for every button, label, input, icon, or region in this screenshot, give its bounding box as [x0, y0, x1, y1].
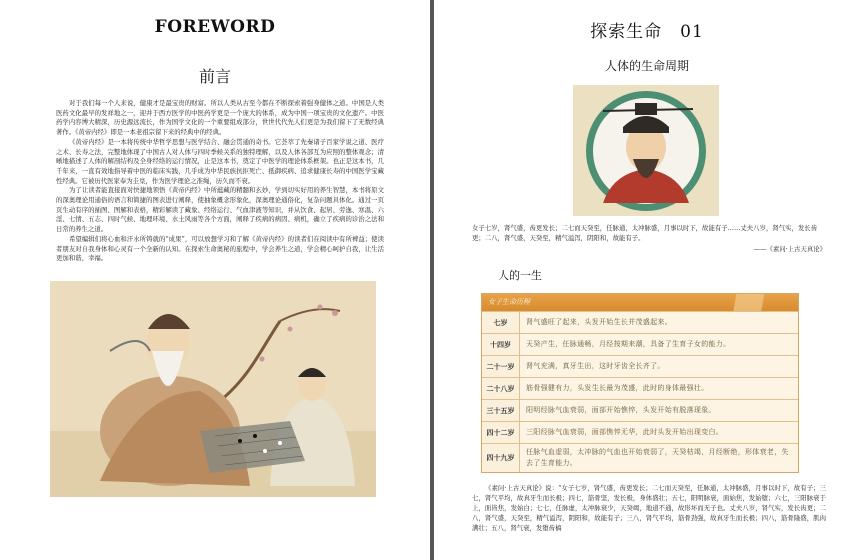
description-cell: 三阳经脉气血衰弱，面部憔悴无华，此时头发开始出现变白。 — [526, 428, 724, 436]
age-cell: 二十八岁 — [482, 378, 520, 399]
table-row — [482, 399, 798, 421]
table-row — [482, 377, 798, 399]
foreword-title: FOREWORD — [154, 17, 276, 37]
description-cell: 天癸产生，任脉通畅，月经按期来潮，具备了生育子女的能力。 — [526, 340, 731, 348]
description-cell: 任脉气血虚弱，太冲脉的气血也开始衰弱了，天癸枯竭，月经断绝，形体衰老，失去了生育能力。 — [526, 448, 789, 467]
age-cell: 十四岁 — [482, 334, 520, 355]
page-explore-life — [434, 0, 860, 560]
table-row — [482, 443, 798, 472]
chapter-subtitle: 人体的生命周期 — [604, 59, 689, 73]
chapter-title: 探索生命 01 — [590, 22, 704, 42]
foreword-paragraph: 为了让读者能直接面对快捷地领悟《黄帝内经》中所蕴藏的精髓和玄妙，学到切实好用的养生智慧，本书将原文的深奥理论用通俗的语言和简捷的图表进行阐释，使抽象概念形象化，深奥理论通俗化，复杂问题具体化。通过一页页生动有序的插图、图解和表格，精彩解读了藏象、经络运行、气血津液等知识，并从饮食、起居、劳逸、寒温、六淫、七情、五志、四时气候、地理环境、水土风雨等各个方面，阐释了疾病的病因、病机，确立了疾病的诊治之法和日常的养生之道。 — [56, 186, 384, 234]
table-header — [482, 294, 798, 311]
age-cell: 七岁 — [482, 312, 520, 333]
foreword-body — [56, 99, 384, 264]
foreword-paragraph: 希望编辑们将心血和汗水所铸就的“成果”，可以放想学习和了解《黄帝内经》的读者们在阅读中有所裨益；使读者朋友对自我身体和心灵有一个全新的认知。在探索生命奥秘的旅程中，学会养生之道，学会精心呵护自我，让生活更加和谐、幸福。 — [56, 234, 384, 263]
table-row — [482, 311, 798, 333]
sages-painting-illustration — [50, 281, 376, 497]
foreword-paragraph: 《黄帝内经》是一本将传统中华哲学思想与医学结合、融会贯通的奇书。它荟萃了先秦诸子百家学说之道、医疗之术、长寿之法，完整地体现了中国古人对人体与四时季候关系的独特理解，以及人体各部互为应照的整体观念；清晰地描述了人体的解剖结构及全身经络的运行情况，止是这本书，奠定了中医学的理论体系框架。也正是这本书，几千年来，一直有效地指导着中医的临床实践，几乎成为中华民族抗拒死亡、抵御疾病、追求健康长寿的中国医学宝藏性经典。它被历代医家奉为圭臬，作为医学理论之准绳，历久而不衰。 — [56, 137, 384, 185]
portrait-artwork — [573, 85, 719, 216]
foreword-paragraph: 对于我们每一个人来说，健康才是最宝贵的财富。所以人类从古至今都在不断探索着强身健体之道。中国是人类医药文化最早的发祥地之一，迎并于西方医学的中医药学更是一个庞大的体系，成为中国一项宝贵的文化遗产。中医药学内容博大精深，历史源远流长，作为国学文化的一个重要组成部分，世世代代先人们更是为我们留下了无数经典著作。《黄帝内经》即是一本老祖宗留下来的经典中的经典。 — [56, 99, 384, 137]
classic-quote-text: 《素问·上古天真论》说：“女子七岁，肾气盛，齿更发长；二七而天癸至，任脉通，太冲脉盛，月事以时下，故有子；三七，肾气平均，故真牙生而长极；四七，筋骨坚，发长极，身体盛壮；五七，阳明脉衰，面始焦，发始堕；六七，三阳脉衰于上，面皆焦，发始白；七七，任脉虚，太冲脉衰少，天癸竭，地道不通，故形坏而无子也。丈夫八岁，肾气实，发长齿更；二八，肾气盛，天癸至，精气溢泻，阴阳和，故能有子；三八，肾气平均，筋骨劲强，故真牙生而长极；四八，筋骨隆盛，肌肉满壮；五八，肾气衰，发堕齿槁 — [472, 484, 826, 532]
section-heading: 人的一生 — [498, 269, 542, 282]
table-row — [482, 355, 798, 377]
age-cell: 二十一岁 — [482, 356, 520, 377]
female-life-stages-table — [481, 293, 799, 473]
header-decoration — [708, 294, 798, 311]
portrait-caption: 女子七岁，肾气盛，齿更发长；二七而天癸至，任脉通，太冲脉盛，月事以时下，故能有子……丈夫八岁，肾气实，发长齿更；二八，肾气盛，天癸至，精气溢泻，阴阳和，故能有子。 — [472, 224, 818, 242]
description-cell: 肾气盛旺了起来，头发开始生长并茂盛起来。 — [526, 318, 672, 326]
huangdi-portrait-illustration — [573, 85, 719, 216]
description-cell: 阳明经脉气血衰弱，面部开始憔悴，头发开始有脱落现象。 — [526, 406, 716, 414]
age-cell: 三十五岁 — [482, 400, 520, 421]
age-cell: 四十二岁 — [482, 422, 520, 443]
table-row — [482, 333, 798, 355]
painting-artwork — [50, 281, 376, 497]
table-header-label: 女子生命历程 — [488, 298, 530, 306]
foreword-subtitle: 前言 — [198, 67, 231, 86]
table-row — [482, 421, 798, 443]
age-cell: 四十九岁 — [482, 444, 520, 472]
description-cell: 肾气充满，真牙生出，这时牙齿全长齐了。 — [526, 362, 665, 370]
description-cell: 筋骨强健有力，头发生长最为茂盛，此时的身体最强壮。 — [526, 384, 709, 392]
caption-source: ——《素问·上古天真论》 — [753, 245, 826, 253]
